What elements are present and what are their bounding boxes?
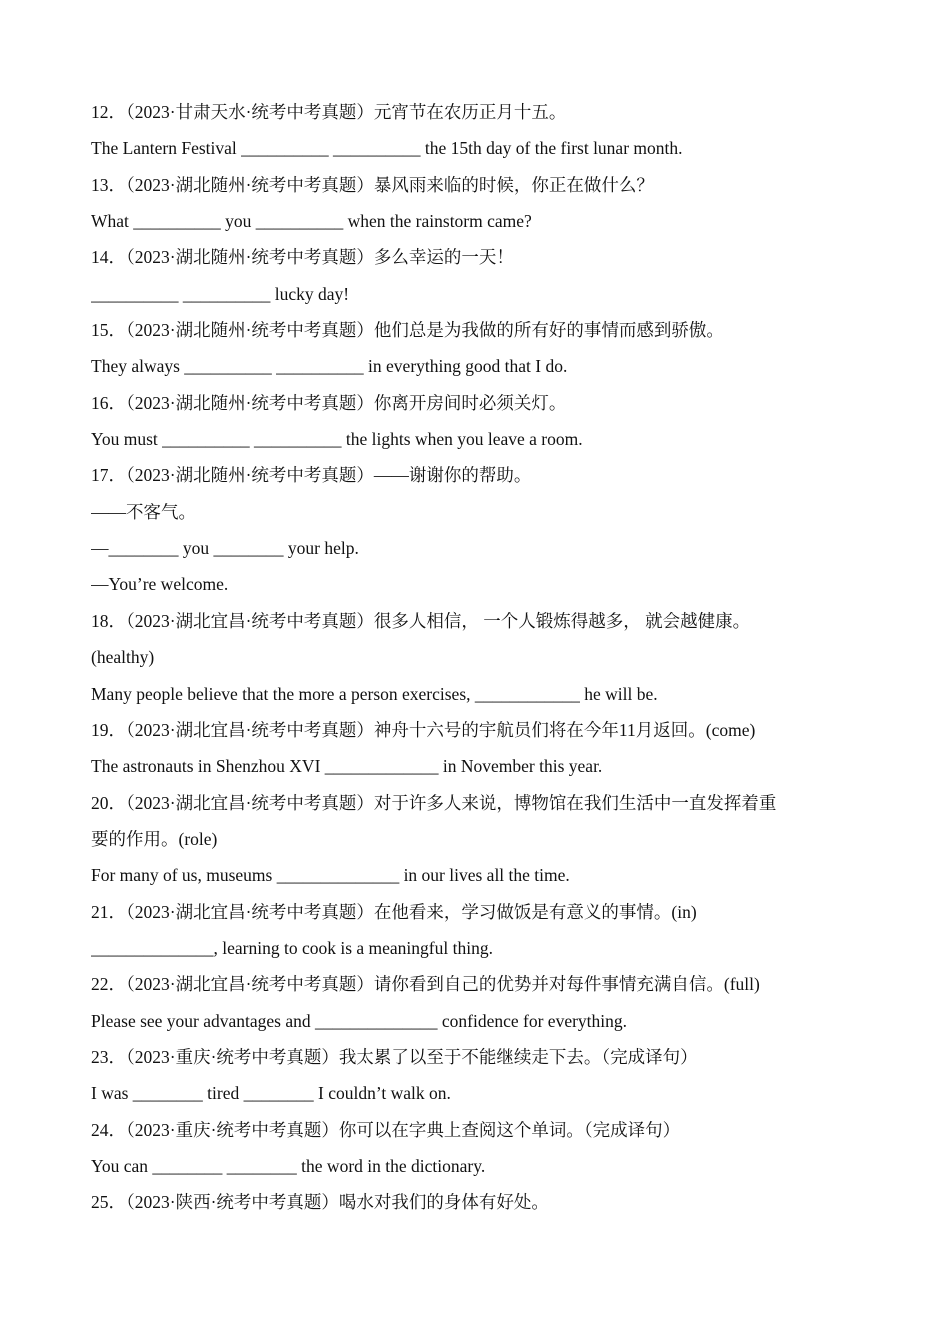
question-15-sentence: They always __________ __________ in everything good that I do. [91, 356, 568, 377]
question-14-prompt: 14．（2023·湖北随州·统考中考真题）多么幸运的一天！ [91, 247, 514, 268]
question-23-sentence: I was ________ tired ________ I couldn’t walk on. [91, 1083, 451, 1104]
question-24-prompt: 24．（2023·重庆·统考中考真题）你可以在字典上查阅这个单词。（完成译句） [91, 1119, 681, 1140]
question-16-prompt: 16．（2023·湖北随州·统考中考真题）你离开房间时必须关灯。 [91, 392, 567, 413]
question-24-sentence: You can ________ ________ the word in the dictionary. [91, 1155, 486, 1176]
question-19-prompt: 19．（2023·湖北宜昌·统考中考真题）神舟十六号的宇航员们将在今年11月返回。(come) [91, 719, 756, 740]
question-12-prompt: 12．（2023·甘肃天水·统考中考真题）元宵节在农历正月十五。 [91, 102, 567, 122]
question-14-sentence: __________ __________ lucky day! [91, 283, 350, 304]
question-21-sentence: ______________, learning to cook is a meaningful thing. [91, 937, 493, 958]
question-17-sentence-reply: —You’re welcome. [91, 574, 229, 595]
question-17-sentence: —________ you ________ your help. [91, 538, 359, 559]
question-12-sentence: The Lantern Festival __________ __________ the 15th day of the first lunar month. [91, 138, 683, 159]
question-25-prompt: 25．（2023·陕西·统考中考真题）喝水对我们的身体有好处。 [91, 1192, 549, 1213]
question-18-hint: (healthy) [91, 647, 155, 668]
question-20-prompt: 20．（2023·湖北宜昌·统考中考真题）对于许多人来说，博物馆在我们生活中一直发挥着重 [91, 792, 777, 813]
question-13-prompt: 13．（2023·湖北随州·统考中考真题）暴风雨来临的时候，你正在做什么？ [91, 174, 654, 195]
question-17-prompt-reply: ——不客气。 [91, 501, 196, 522]
question-22-sentence: Please see your advantages and ______________ confidence for everything. [91, 1010, 628, 1031]
question-19-sentence: The astronauts in Shenzhou XVI _____________ in November this year. [91, 756, 603, 777]
question-17-prompt: 17．（2023·湖北随州·统考中考真题）——谢谢你的帮助。 [91, 465, 532, 486]
document-page [91, 94, 861, 1221]
question-22-prompt: 22．（2023·湖北宜昌·统考中考真题）请你看到自己的优势并对每件事情充满自信。(full) [91, 974, 760, 995]
question-15-prompt: 15．（2023·湖北随州·统考中考真题）他们总是为我做的所有好的事情而感到骄傲。 [91, 320, 724, 341]
question-20-prompt-cont: 要的作用。(role) [91, 828, 218, 849]
question-13-sentence: What __________ you __________ when the rainstorm came? [91, 211, 532, 232]
question-20-sentence: For many of us, museums ______________ in our lives all the time. [91, 865, 570, 886]
question-23-prompt: 23．（2023·重庆·统考中考真题）我太累了以至于不能继续走下去。（完成译句） [91, 1046, 698, 1067]
question-16-sentence: You must __________ __________ the lights when you leave a room. [91, 429, 583, 450]
question-18-prompt: 18．（2023·湖北宜昌·统考中考真题）很多人相信， 一个人锻炼得越多， 就会越健康。 [91, 610, 751, 631]
question-18-sentence: Many people believe that the more a person exercises, ____________ he will be. [91, 683, 658, 704]
question-21-prompt: 21．（2023·湖北宜昌·统考中考真题）在他看来，学习做饭是有意义的事情。(in) [91, 901, 697, 922]
